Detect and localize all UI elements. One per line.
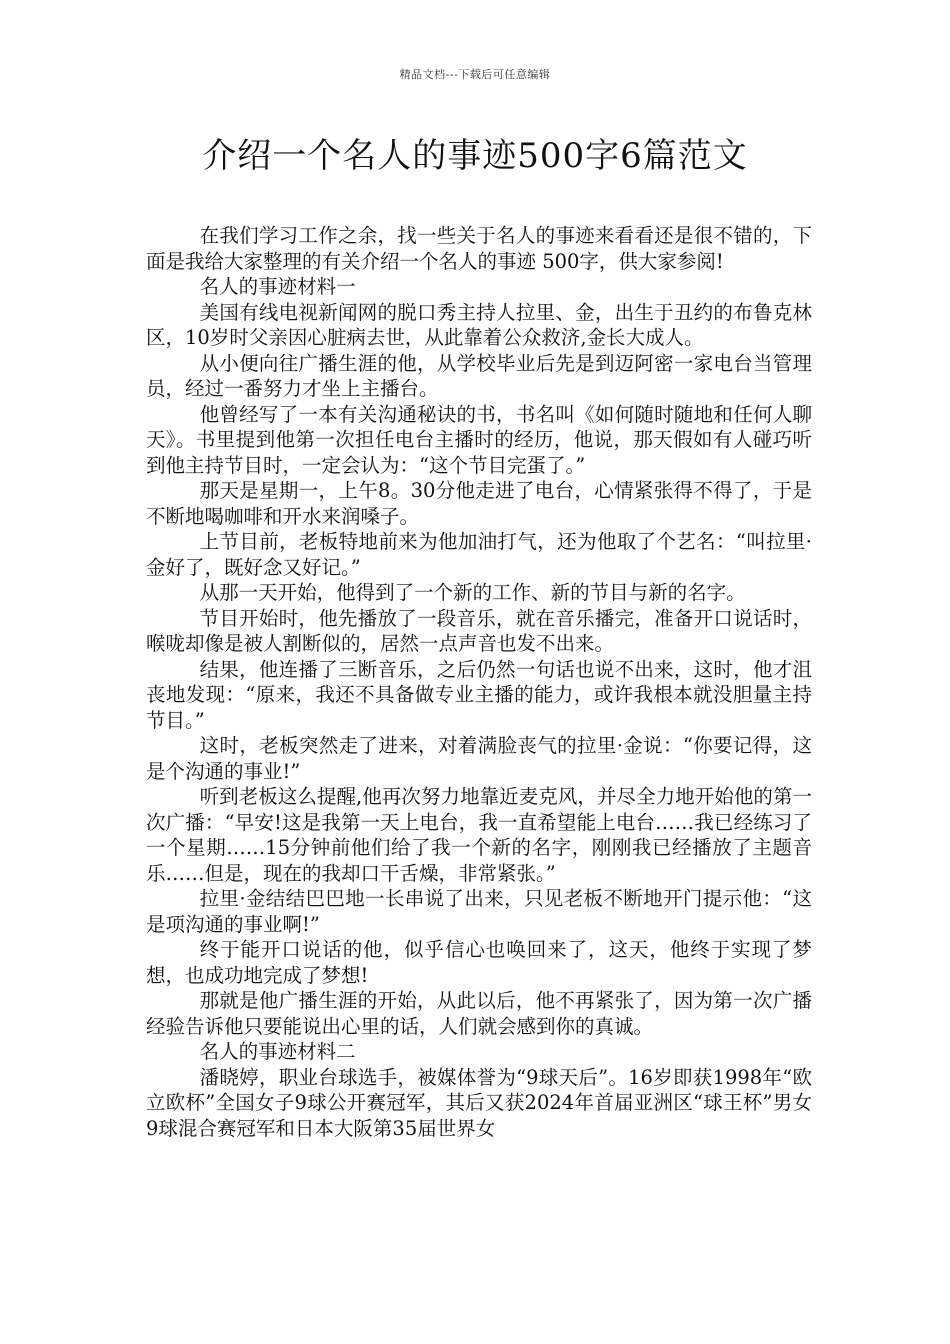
- paragraph: 听到老板这么提醒,他再次努力地靠近麦克风，并尽全力地开始他的第一次广播：“早安!这是我第一天上电台，我一直希望能上电台……我已经练习了一个星期……15分钟前他们给了我一个新的名字，刚刚我已经播放了主题音乐……但是，现在的我却口干舌燥，非常紧张。”: [146, 785, 812, 885]
- paragraph: 结果，他连播了三断音乐，之后仍然一句话也说不出来，这时，他才沮丧地发现：“原来，我还不具备做专业主播的能力，或许我根本就没胆量主持节目。”: [146, 657, 812, 732]
- paragraph: 那天是星期一，上午8。30分他走进了电台，心情紧张得不得了，于是不断地喝咖啡和开水来润嗓子。: [146, 479, 812, 528]
- paragraph: 拉里·金结结巴巴地一长串说了出来，只见老板不断地开门提示他：“这是项沟通的事业啊!”: [146, 887, 812, 936]
- section-heading-material-2: 名人的事迹材料二: [199, 1040, 356, 1063]
- paragraph: 潘晓婷，职业台球选手，被媒体誉为“9球天后”。16岁即获1998年“欧立欧杯”全国女子9球公开赛冠军，其后又获2024年首届亚洲区“球王杯”男女9球混合赛冠军和日本大阪第35届世界女: [146, 1065, 812, 1140]
- paragraph: 从那一天开始，他得到了一个新的工作、新的节目与新的名字。: [199, 581, 746, 604]
- paragraph: 他曾经写了一本有关沟通秘诀的书，书名叫《如何随时随地和任何人聊天》。书里提到他第一次担任电台主播时的经历，他说，那天假如有人碰巧听到他主持节目时，一定会认为：“这个节目完蛋了。”: [146, 402, 812, 477]
- paragraph: 这时，老板突然走了进来，对着满脸丧气的拉里·金说：“你要记得，这是个沟通的事业!”: [146, 734, 812, 783]
- section-heading-material-1: 名人的事迹材料一: [199, 275, 356, 298]
- document-body: [146, 223, 812, 1141]
- page-header-note: 精品文档---下载后可任意编辑: [399, 68, 551, 81]
- paragraph: 终于能开口说话的他，似乎信心也唤回来了，这天，他终于实现了梦想，也成功地完成了梦想!: [146, 938, 812, 987]
- paragraph: 美国有线电视新闻网的脱口秀主持人拉里、金，出生于丑约的布鲁克林区，10岁时父亲因心脏病去世，从此靠着公众救济,金长大成人。: [146, 300, 812, 349]
- paragraph: 上节目前，老板特地前来为他加油打气，还为他取了个艺名：“叫拉里·金好了，既好念又好记。”: [146, 530, 812, 579]
- document-title: 介绍一个名人的事迹500字6篇范文: [202, 136, 748, 176]
- paragraph: 那就是他广播生涯的开始，从此以后，他不再紧张了，因为第一次广播经验告诉他只要能说出心里的话，人们就会感到你的真诚。: [146, 989, 812, 1038]
- paragraph: 节目开始时，他先播放了一段音乐，就在音乐播完，准备开口说话时，喉咙却像是被人割断似的，居然一点声音也发不出来。: [146, 606, 812, 655]
- paragraph: 从小便向往广播生涯的他，从学校毕业后先是到迈阿密一家电台当管理员，经过一番努力才坐上主播台。: [146, 351, 812, 400]
- paragraph-intro: 在我们学习工作之余，找一些关于名人的事迹来看看还是很不错的，下面是我给大家整理的有关介绍一个名人的事迹 500字，供大家参阅!: [146, 224, 812, 273]
